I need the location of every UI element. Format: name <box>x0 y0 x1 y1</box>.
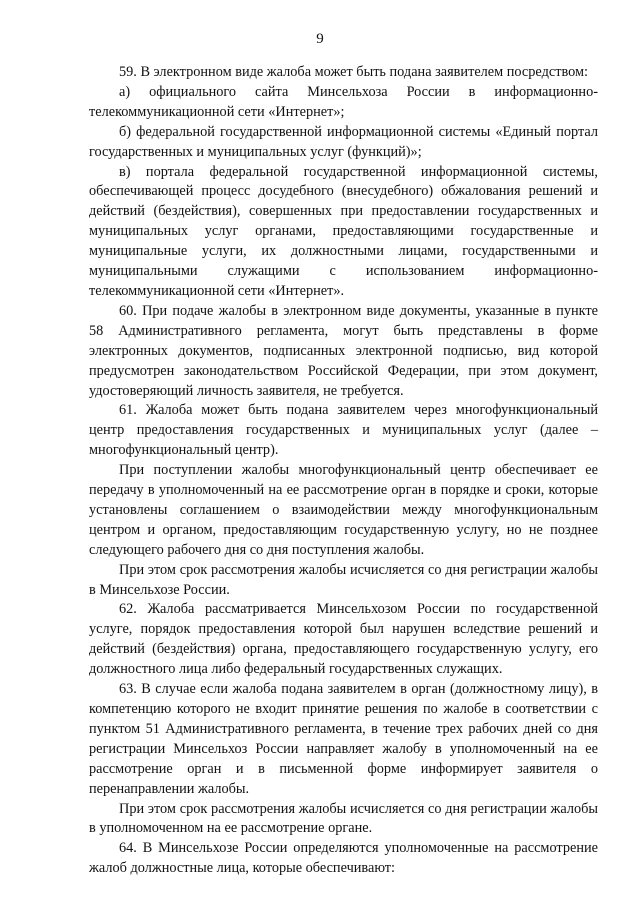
paragraph-64: 64. В Минсельхозе России определяются уполномоченные на рассмотрение жалоб должностные лица, которые обеспечивают: <box>89 840 598 877</box>
paragraph-59-a: а) официального сайта Минсельхоза России в информационно-телекоммуникационной сети «Интернет»; <box>89 83 598 120</box>
paragraph-60: 60. При подаче жалобы в электронном виде документы, указанные в пункте 58 Административного регламента, могут быть представлены в форме электронных документов, подписанных электронной подписью, вид которой предусмотрен законодательством Российской Федерации, при этом документ, удостоверяющий личность заявителя, не требуется. <box>89 302 598 399</box>
paragraph-59-v: в) портала федеральной государственной информационной системы, обеспечивающей процесс досудебного (внесудебного) обжалования решений и действий (бездействия), совершенных при предоставлении государственных и муниципальных услуг органами, предоставляющими государственные и муниципальные услуги, их должностными лицами, государственными и муниципальными служащими с использованием информационно-телекоммуникационной сети «Интернет». <box>89 163 598 299</box>
paragraph-61: 61. Жалоба может быть подана заявителем через многофункциональный центр предоставления государственных и муниципальных услуг (далее – многофункциональный центр). <box>89 402 598 459</box>
paragraph-61-transfer: При поступлении жалобы многофункциональный центр обеспечивает ее передачу в уполномоченный на ее рассмотрение орган в порядке и сроки, которые установлены соглашением о взаимодействии между многофункциональным центром и органом, предоставляющим государственную услугу, но не позднее следующего рабочего дня со дня поступления жалобы. <box>89 462 598 558</box>
paragraph-59-b: б) федеральной государственной информационной системы «Единый портал государственных и муниципальных услуг (функций)»; <box>89 123 598 160</box>
paragraph-63: 63. В случае если жалоба подана заявителем в орган (должностному лицу), в компетенцию которого не входит принятие решения по жалобе в соответствии с пунктом 51 Административного регламента, в течение трех рабочих дней со дня регистрации Минсельхоз России направляет жалобу в уполномоченный на ее рассмотрение орган и в письменной форме информирует заявителя о перенаправлении жалобы. <box>89 681 598 797</box>
document-body <box>89 63 598 879</box>
paragraph-61-term: При этом срок рассмотрения жалобы исчисляется со дня регистрации жалобы в Минсельхозе России. <box>89 561 598 598</box>
page-number: 9 <box>316 31 324 47</box>
paragraph-59: 59. В электронном виде жалоба может быть подана заявителем посредством: <box>119 64 588 80</box>
paragraph-62: 62. Жалоба рассматривается Минсельхозом России по государственной услуге, порядок предоставления которой был нарушен вследствие решений и действий (бездействия) органа, предоставляющего государственную услугу, его должностного лица либо федеральный государственных служащих. <box>89 601 598 678</box>
paragraph-63-term: При этом срок рассмотрения жалобы исчисляется со дня регистрации жалобы в уполномоченном на ее рассмотрение органе. <box>89 800 598 837</box>
